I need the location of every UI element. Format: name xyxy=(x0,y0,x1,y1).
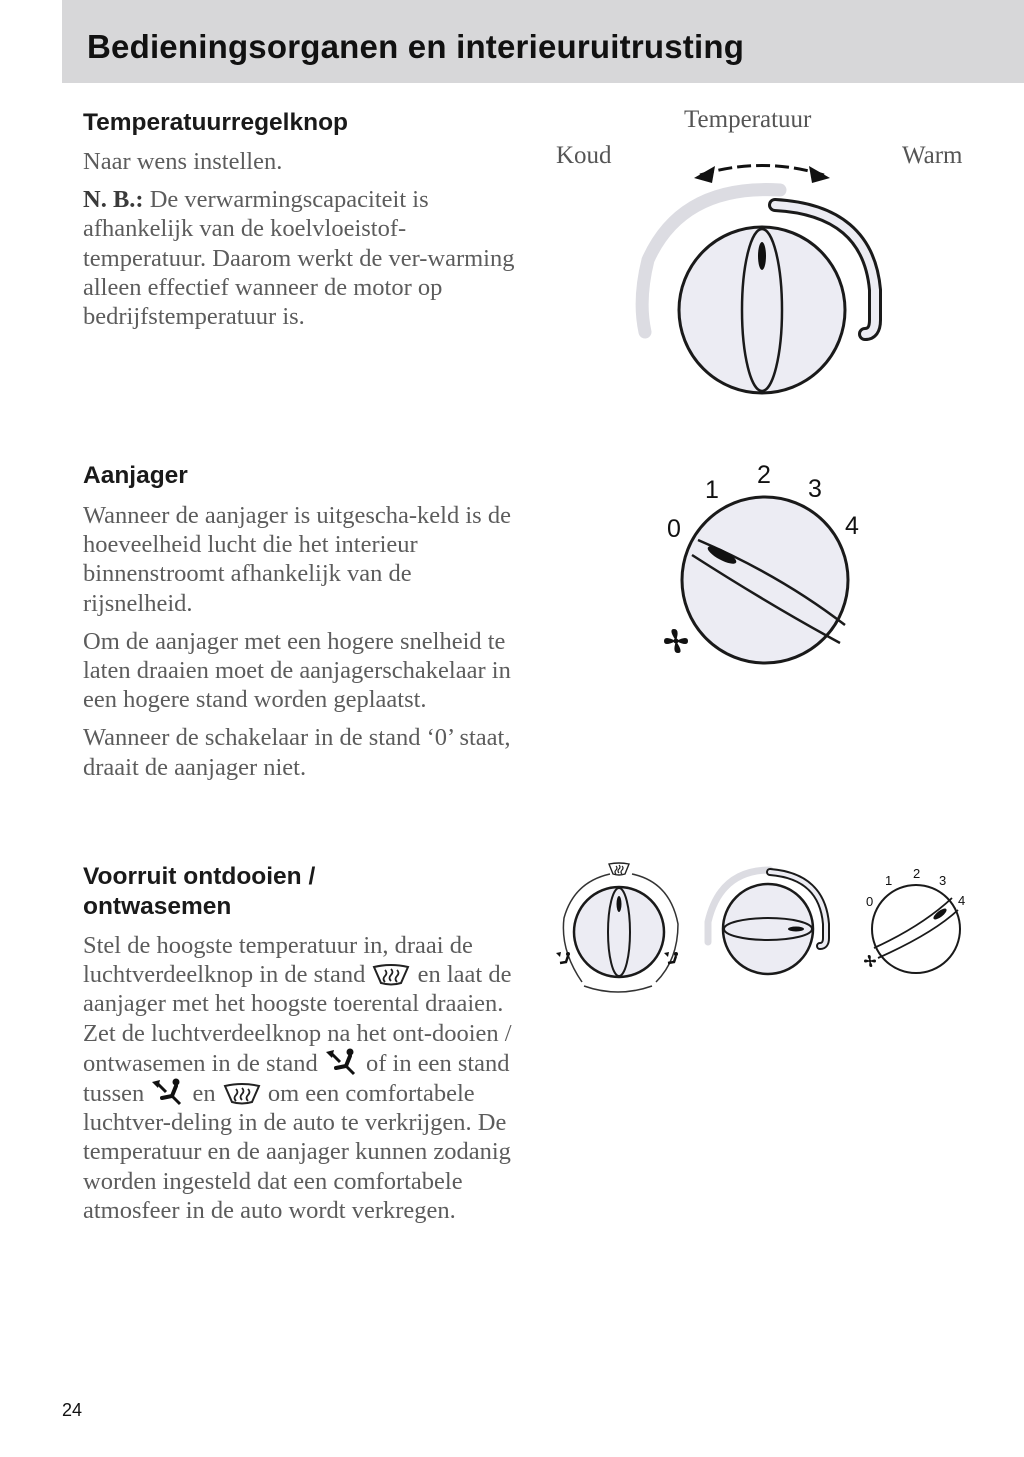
small-fan-icon xyxy=(864,955,876,967)
section-heading-defrost xyxy=(83,862,315,922)
windscreen-defrost-icon xyxy=(222,1082,262,1106)
windscreen-defrost-icon xyxy=(371,963,411,987)
defrost-para xyxy=(83,931,523,1225)
note-text: De verwarmingscapaciteit is afhankelijk van de koelvloeistof-temperatuur. Daarom werkt de ver-warming alleen effectief wanneer de motor op bedrijfstemperatuur is. xyxy=(83,186,515,331)
blower-para-3: Wanneer de schakelaar in de stand ‘0’ staat, draait de aanjager niet. xyxy=(83,724,511,781)
small-blower-position-2: 2 xyxy=(913,866,921,881)
small-blower-position-4: 4 xyxy=(958,893,966,908)
defrost-heading-line-2: ontwasemen xyxy=(83,893,232,920)
defrost-text-part: en xyxy=(186,1080,222,1108)
knob-airflow-symbol-left xyxy=(556,952,570,963)
defrost-text-part: om een comfortabele luchtver-deling in de auto te verkrijgen. De temperatuur en de aanjager kunnen zodanig worden ingesteld dat een comfortabele atmosfeer in de auto wordt verkregen. xyxy=(83,1080,511,1224)
temperature-direction-arrow xyxy=(694,166,830,184)
blower-knob-icon xyxy=(660,495,860,665)
blower-text xyxy=(83,501,523,791)
section-heading-temperature: Temperatuurregelknop xyxy=(83,109,349,136)
defrost-text-part: of in een stand tussen xyxy=(83,1049,510,1108)
temperature-diagram-title: Temperatuur xyxy=(684,106,812,133)
section-heading-blower: Aanjager xyxy=(83,462,188,489)
blower-para-2: Om de aanjager met een hogere snelheid te laten draaien moet de aanjagerschakelaar in een hogere stand worden geplaatst. xyxy=(83,627,511,714)
footwell-face-airflow-icon xyxy=(324,1048,360,1076)
small-blower-position-3: 3 xyxy=(939,873,947,888)
air-distribution-knob-icon xyxy=(552,860,687,995)
header-band xyxy=(62,0,1024,83)
knob-defrost-symbol xyxy=(609,863,629,875)
temperature-para-1: Naar wens instellen. xyxy=(83,148,283,175)
temperature-knob-max-icon xyxy=(700,862,840,977)
small-blower-knob-icon xyxy=(862,886,967,976)
defrost-text xyxy=(83,931,523,1234)
footwell-face-airflow-icon xyxy=(150,1078,186,1106)
blower-position-0: 0 xyxy=(667,515,681,543)
temperature-knob-icon xyxy=(620,150,900,395)
warm-label: Warm xyxy=(902,142,963,169)
defrost-text-part: en laat de aanjager met het hoogste toerental draaien. Zet de luchtverdeelknop na het ont-dooien / ontwasemen in de stand xyxy=(83,961,512,1077)
blower-position-4: 4 xyxy=(845,512,859,540)
cold-label: Koud xyxy=(556,142,612,169)
blower-position-1: 1 xyxy=(705,476,719,504)
small-blower-position-0: 0 xyxy=(866,894,874,909)
small-blower-position-1: 1 xyxy=(885,873,893,888)
page-title: Bedieningsorganen en interieuruitrusting xyxy=(87,28,745,65)
temperature-note xyxy=(83,185,523,331)
blower-para-1: Wanneer de aanjager is uitgescha-keld is de hoeveelheid lucht die het interieur binnenstroomt afhankelijk van de rijsnelheid. xyxy=(83,502,511,617)
knob-airflow-symbol-right xyxy=(664,952,678,963)
fan-icon xyxy=(664,629,688,653)
page-number: 24 xyxy=(62,1400,83,1420)
blower-position-3: 3 xyxy=(808,475,822,503)
defrost-heading-line-1: Voorruit ontdooien / xyxy=(83,863,316,890)
blower-position-2: 2 xyxy=(757,461,771,489)
temperature-text xyxy=(83,147,523,340)
note-label: N. B.: xyxy=(83,186,144,214)
defrost-text-part: Stel de hoogste temperatuur in, draai de luchtverdeelknop in de stand xyxy=(83,932,473,989)
